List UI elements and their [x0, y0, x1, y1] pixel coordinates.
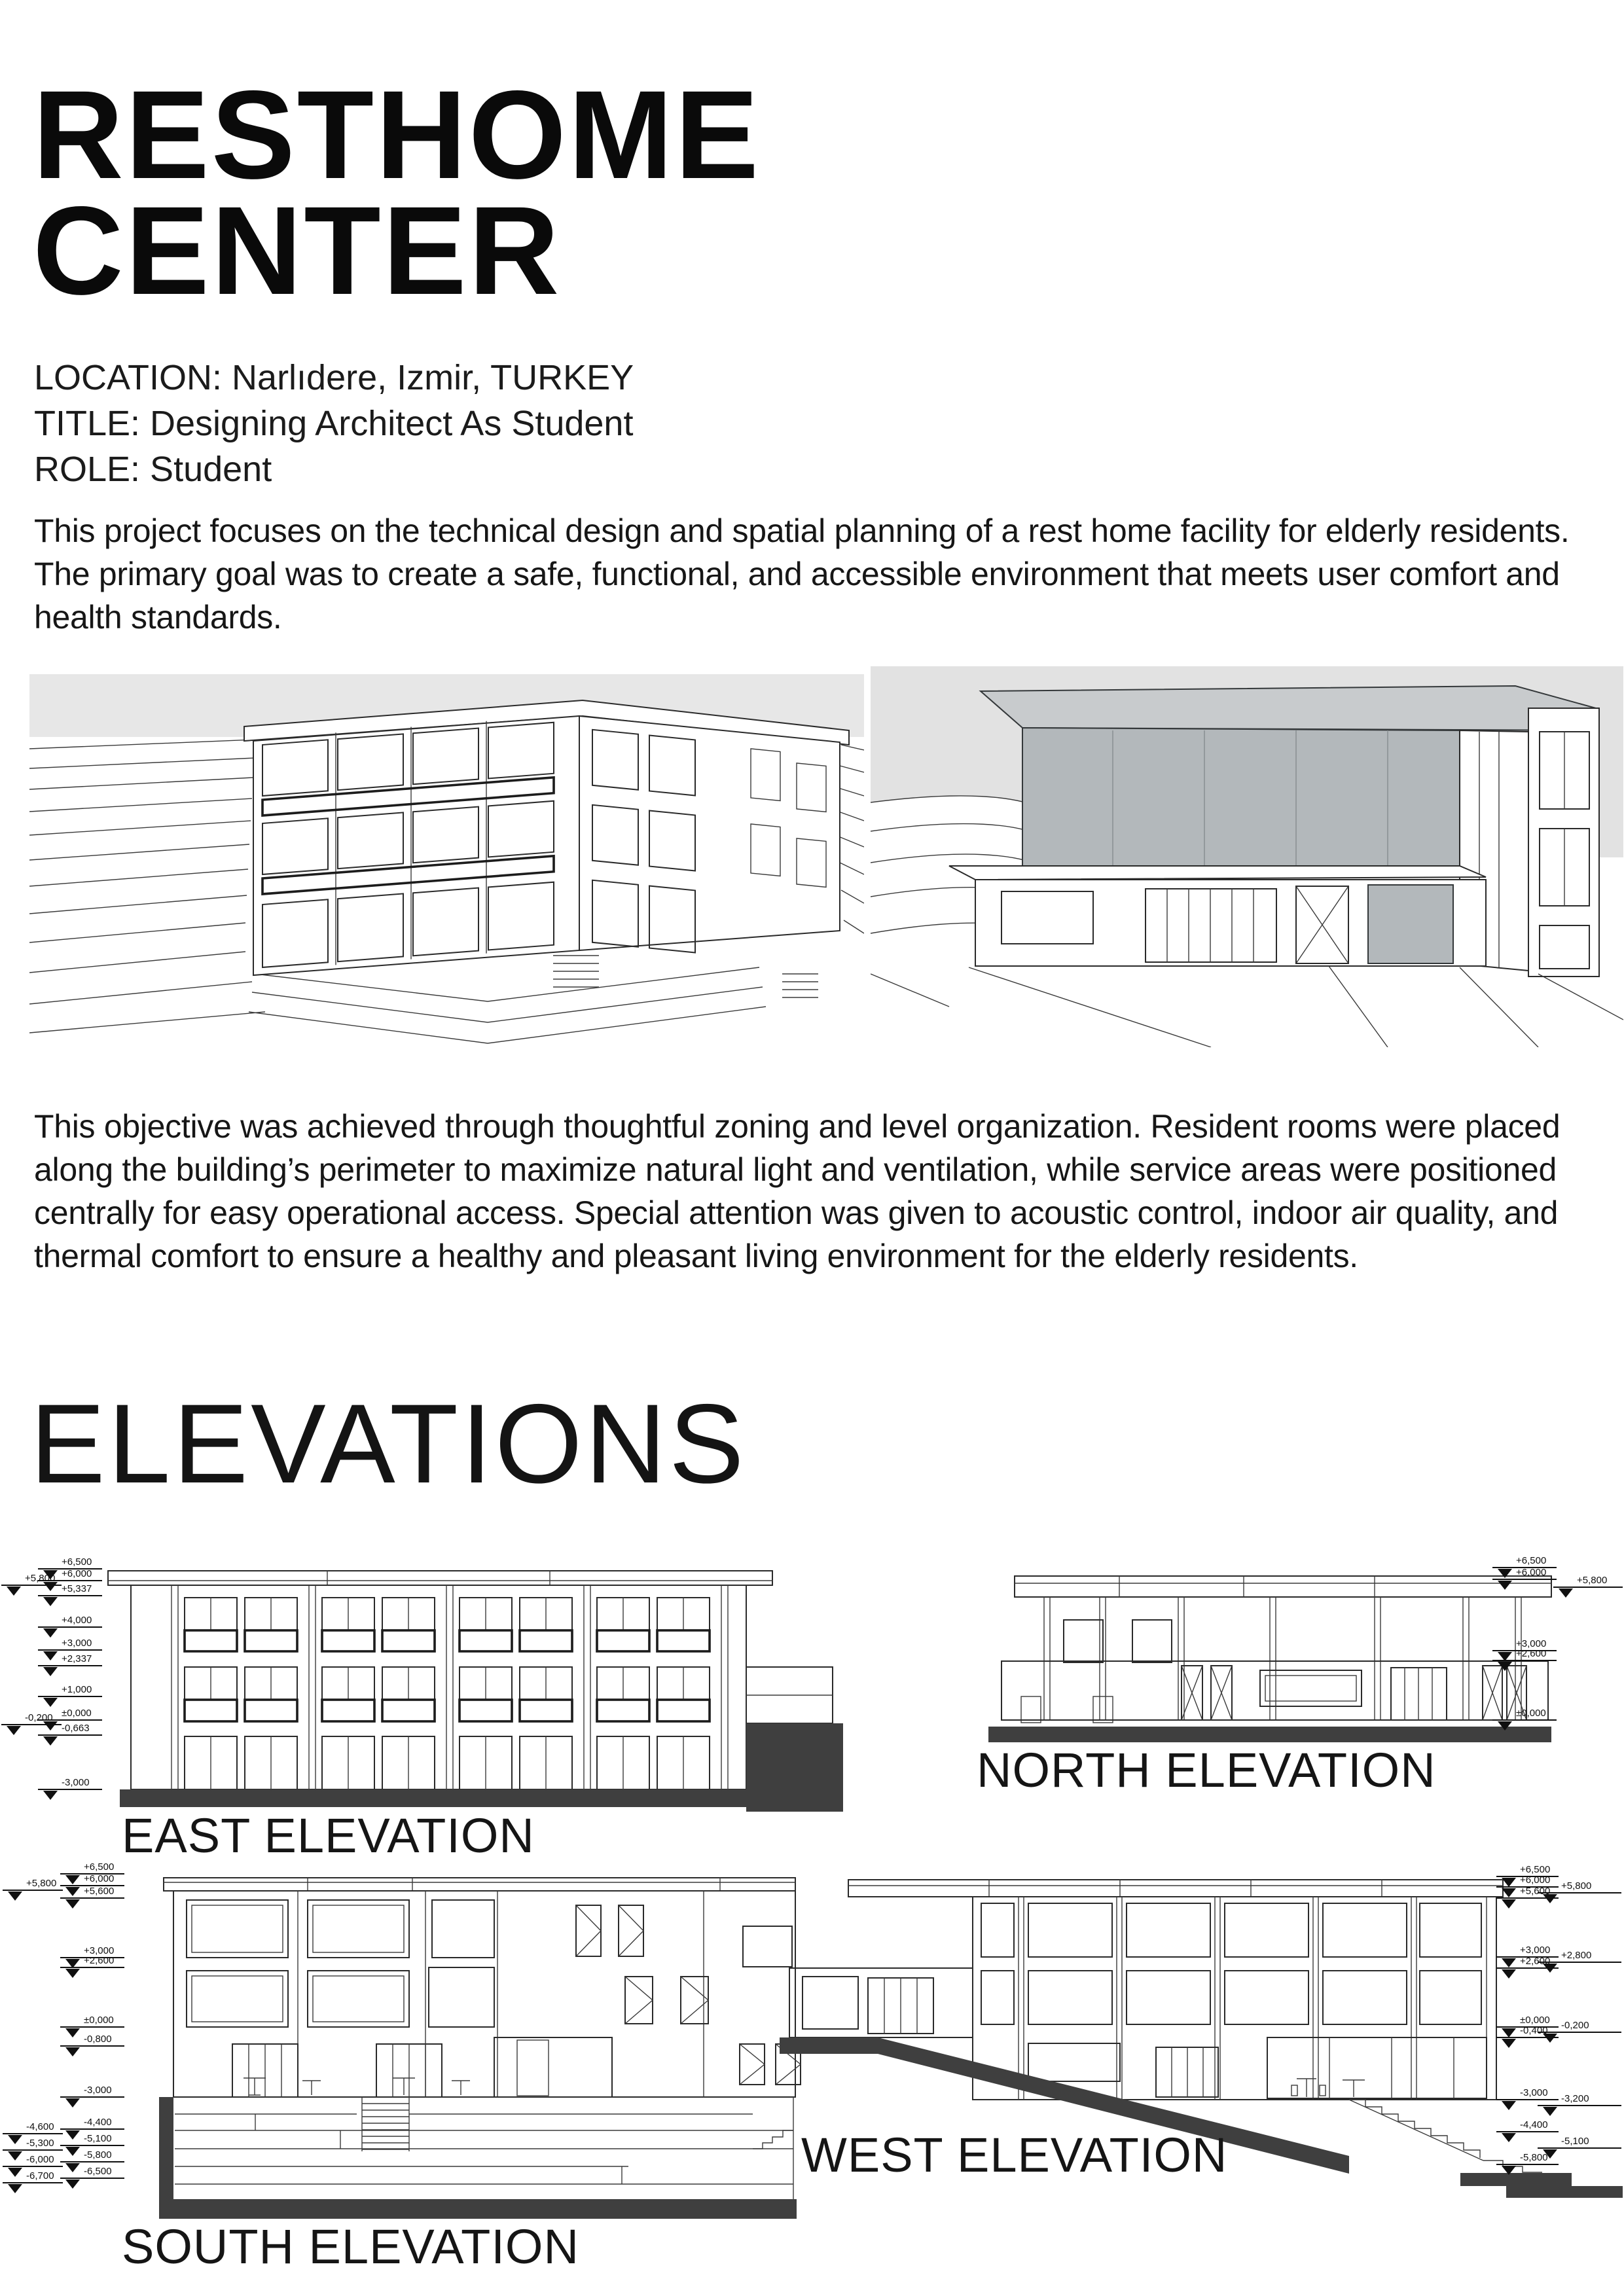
north-columns: [1044, 1597, 1521, 1720]
svg-text:+5,800: +5,800: [25, 1573, 56, 1584]
svg-text:+3,000: +3,000: [1520, 1945, 1551, 1956]
svg-text:+6,000: +6,000: [1516, 1567, 1547, 1578]
south-elevation-drawing: [0, 1861, 825, 2263]
svg-text:-3,000: -3,000: [62, 1777, 90, 1788]
svg-text:+3,000: +3,000: [1516, 1638, 1547, 1649]
svg-text:+3,000: +3,000: [84, 1945, 115, 1956]
terraces-right: [839, 745, 864, 933]
svg-text:-4,400: -4,400: [1520, 2119, 1548, 2130]
page-title: [33, 64, 761, 321]
svg-text:+6,500: +6,500: [84, 1861, 115, 1873]
svg-text:+5,600: +5,600: [1520, 1886, 1551, 1897]
svg-text:-4,600: -4,600: [26, 2121, 54, 2132]
svg-text:+5,800: +5,800: [1561, 1880, 1592, 1892]
svg-text:-3,200: -3,200: [1561, 2093, 1589, 2104]
svg-text:-0,400: -0,400: [1520, 2025, 1548, 2036]
svg-text:+2,600: +2,600: [1520, 1956, 1551, 1967]
svg-text:-4,400: -4,400: [84, 2117, 112, 2128]
svg-text:+5,600: +5,600: [84, 1886, 115, 1897]
north-elevation-drawing: [903, 1554, 1624, 1757]
svg-text:+2,800: +2,800: [1561, 1950, 1592, 1961]
building-massing: [949, 686, 1599, 977]
svg-text:-0,200: -0,200: [1561, 2020, 1589, 2031]
svg-text:-5,800: -5,800: [84, 2149, 112, 2161]
east-elevation-label: EAST ELEVATION: [122, 1808, 535, 1863]
svg-text:-0,800: -0,800: [84, 2034, 112, 2045]
svg-text:-6,000: -6,000: [26, 2154, 54, 2165]
svg-text:+6,500: +6,500: [1516, 1555, 1547, 1566]
svg-text:-0,663: -0,663: [62, 1723, 90, 1734]
svg-text:+6,000: +6,000: [84, 1873, 115, 1884]
east-window-grid: [185, 1598, 710, 1789]
svg-text:-3,000: -3,000: [84, 2085, 112, 2096]
west-openings: [981, 1903, 1487, 2098]
south-level-markers: [3, 1861, 124, 2193]
svg-text:±0,000: ±0,000: [1520, 2015, 1550, 2026]
svg-text:-5,100: -5,100: [84, 2133, 112, 2144]
west-elevation-label: WEST ELEVATION: [801, 2128, 1228, 2182]
svg-text:+6,500: +6,500: [1520, 1864, 1551, 1875]
svg-text:-5,300: -5,300: [26, 2138, 54, 2149]
meta-location: LOCATION: Narlıdere, Izmir, TURKEY: [34, 358, 634, 397]
svg-text:+6,000: +6,000: [1520, 1874, 1551, 1886]
building-massing: [244, 700, 849, 975]
page-title-line2: CENTER: [33, 179, 562, 321]
meta-title: TITLE: Designing Architect As Student: [34, 404, 634, 443]
svg-text:-5,100: -5,100: [1561, 2136, 1589, 2147]
svg-text:+6,500: +6,500: [62, 1556, 92, 1568]
south-elevation-label: SOUTH ELEVATION: [122, 2219, 579, 2274]
north-elevation-label: NORTH ELEVATION: [977, 1743, 1436, 1797]
east-level-markers: [1, 1556, 102, 1800]
svg-text:+2,600: +2,600: [1516, 1648, 1547, 1659]
svg-text:±0,000: ±0,000: [62, 1708, 92, 1719]
svg-text:+2,600: +2,600: [84, 1955, 115, 1966]
render-3d-view-right: [871, 666, 1623, 1047]
intro-paragraph: This project focuses on the technical design and spatial planning of a rest home facility for elderly residents. The primary goal was to create a safe, functional, and accessible environment that meets user comfort and health standards.: [34, 512, 1570, 636]
section-heading-elevations: ELEVATIONS: [30, 1381, 747, 1507]
svg-text:-5,800: -5,800: [1520, 2152, 1548, 2163]
page-title-line1: RESTHOME: [33, 64, 761, 205]
body-paragraph: This objective was achieved through thoughtful zoning and level organization. Resident rooms were placed along the building’s perimeter to maximize natural light and ventilation, while service areas were positioned centrally for easy operational access. Special attention was given to acoustic control, indoor air quality, and thermal comfort to ensure a healthy and pleasant living environment for the elderly residents.: [34, 1108, 1561, 1274]
svg-text:+2,337: +2,337: [62, 1653, 92, 1664]
svg-text:+3,000: +3,000: [62, 1638, 92, 1649]
render-3d-view-left: [29, 666, 864, 1047]
south-stairs: [362, 2097, 409, 2151]
svg-text:-3,000: -3,000: [1520, 2087, 1548, 2098]
svg-text:-6,500: -6,500: [84, 2166, 112, 2177]
south-openings: [187, 1900, 801, 2097]
terraces-left: [29, 740, 265, 1033]
south-retaining-terraces: [175, 2097, 793, 2199]
svg-text:+5,800: +5,800: [1577, 1575, 1608, 1586]
svg-text:+5,337: +5,337: [62, 1583, 92, 1594]
svg-text:+1,000: +1,000: [62, 1684, 92, 1695]
svg-text:±0,000: ±0,000: [1516, 1708, 1546, 1719]
svg-text:-0,200: -0,200: [25, 1712, 53, 1723]
project-meta: [34, 355, 634, 492]
meta-role: ROLE: Student: [34, 450, 272, 489]
svg-text:±0,000: ±0,000: [84, 2015, 114, 2026]
west-level-markers: [1496, 1864, 1621, 2175]
west-columns: [1019, 1897, 1487, 2100]
svg-text:+5,800: +5,800: [26, 1878, 57, 1889]
svg-text:+6,000: +6,000: [62, 1568, 92, 1579]
svg-text:-6,700: -6,700: [26, 2170, 54, 2181]
north-level-markers: [1492, 1555, 1623, 1731]
svg-text:+4,000: +4,000: [62, 1615, 92, 1626]
